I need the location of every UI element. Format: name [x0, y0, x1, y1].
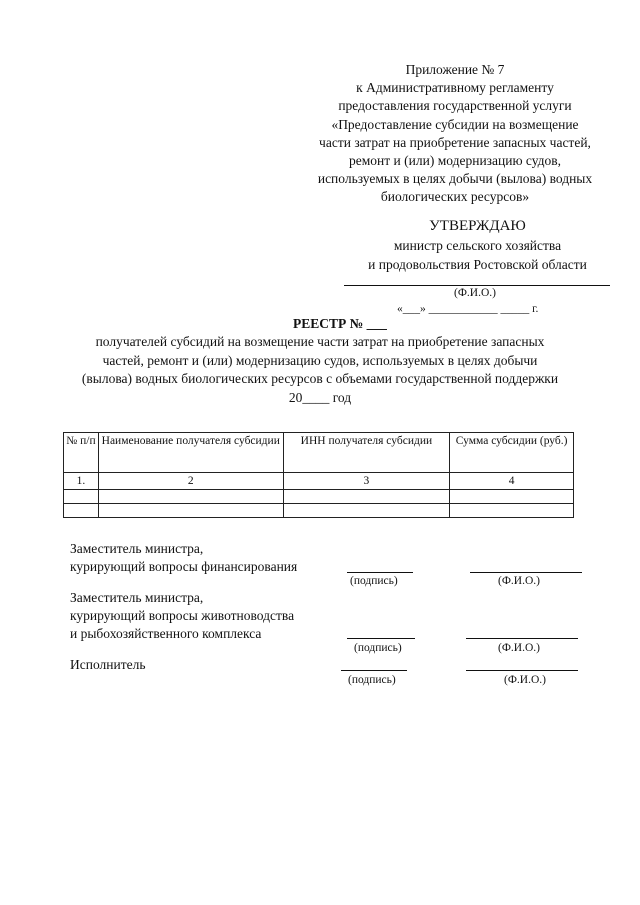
deputy-finance-line1: Заместитель министра, — [70, 541, 204, 556]
table-header-row — [64, 433, 574, 473]
appendix-header — [285, 61, 625, 207]
appendix-line: Приложение № 7 — [405, 62, 505, 77]
table-cell — [283, 504, 450, 518]
header-cell-inn: ИНН получателя субсидии — [283, 433, 450, 473]
table-cell — [283, 490, 450, 504]
register-title: РЕЕСТР № ___ — [293, 316, 387, 331]
appendix-line: предоставления государственной услуги — [338, 98, 572, 114]
appendix-line: «Предоставление субсидии на возмещение — [331, 116, 579, 132]
deputy-livestock-line2: курирующий вопросы животноводства — [70, 608, 295, 623]
executor-signature-blank — [341, 670, 407, 671]
deputy-livestock-signature-blank — [347, 638, 415, 639]
register-subtitle-line: получателей субсидий на возмещение части затрат на приобретение запасных — [95, 334, 545, 349]
deputy-livestock-line1: Заместитель министра, — [70, 590, 204, 605]
approval-fio-caption: (Ф.И.О.) — [454, 287, 496, 299]
table-cell — [98, 504, 283, 518]
table-row — [64, 490, 574, 504]
header-cell-amount: Сумма субсидии (руб.) — [450, 433, 574, 473]
table-cell: 1. — [64, 473, 99, 490]
deputy-finance-fio-blank — [470, 572, 582, 573]
executor-label: Исполнитель — [70, 657, 146, 672]
register-subtitle-line: частей, ремонт и (или) модернизацию судов, используемых в целях добычи — [102, 352, 538, 368]
appendix-line: части затрат на приобретение запасных частей, — [319, 134, 591, 150]
table-cell — [450, 490, 574, 504]
register-subtitle-line: (вылова) водных биологических ресурсов с объемами государственной поддержки — [81, 371, 559, 386]
deputy-livestock-fio-caption: (Ф.И.О.) — [498, 642, 540, 654]
approval-heading: УТВЕРЖДАЮ — [429, 218, 526, 234]
deputy-livestock-line3: и рыбохозяйственного комплекса — [70, 626, 262, 641]
table-cell — [98, 490, 283, 504]
appendix-line: к Административному регламенту — [356, 80, 554, 96]
appendix-line: биологических ресурсов» — [380, 189, 530, 205]
deputy-finance-signature-blank — [347, 572, 413, 573]
table-numbering-row — [64, 473, 574, 490]
register-table — [63, 432, 574, 518]
register-subtitle-line: 20____ год — [288, 389, 352, 405]
table-cell: 2 — [98, 473, 283, 490]
table-cell — [64, 504, 99, 518]
header-cell-number: № п/п — [64, 433, 99, 473]
register-subtitle — [40, 333, 600, 407]
approval-signature-line — [344, 285, 610, 286]
executor-fio-blank — [466, 670, 578, 671]
deputy-livestock-fio-blank — [466, 638, 578, 639]
table-cell — [64, 490, 99, 504]
table-cell — [450, 504, 574, 518]
appendix-line: ремонт и (или) модернизацию судов, — [349, 153, 561, 169]
approval-block — [340, 216, 615, 274]
table-cell: 3 — [283, 473, 450, 490]
executor-signature-caption: (подпись) — [348, 674, 396, 686]
deputy-finance-line2: курирующий вопросы финансирования — [70, 559, 298, 574]
table-row — [64, 504, 574, 518]
approval-position-line2: и продовольствия Ростовской области — [368, 257, 587, 272]
header-cell-name: Наименование получателя субсидии — [98, 433, 283, 473]
table-cell: 4 — [450, 473, 574, 490]
deputy-finance-signature-caption: (подпись) — [350, 575, 398, 587]
deputy-livestock-signature-caption: (подпись) — [354, 642, 402, 654]
executor-fio-caption: (Ф.И.О.) — [504, 674, 546, 686]
approval-date-line: «___» ____________ _____ г. — [397, 303, 539, 315]
appendix-line: используемых в целях добычи (вылова) водных — [317, 171, 593, 187]
approval-position-line1: министр сельского хозяйства — [393, 238, 562, 253]
deputy-finance-fio-caption: (Ф.И.О.) — [498, 575, 540, 587]
